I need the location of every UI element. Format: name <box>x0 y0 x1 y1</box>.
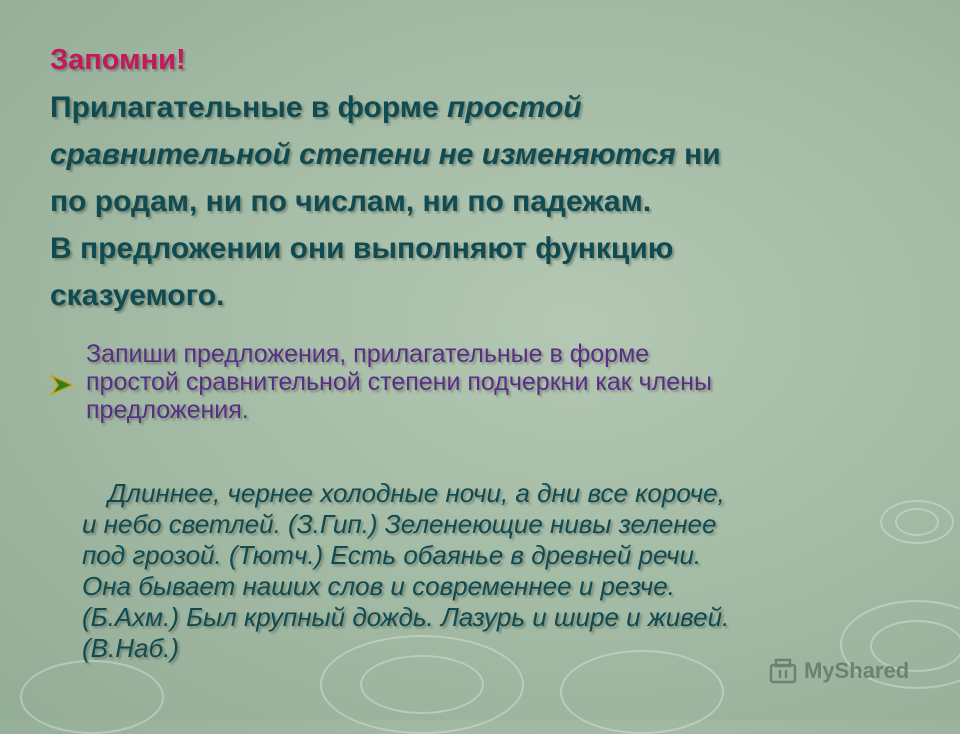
rule-line: сравнительной степени не изменяются ни <box>50 138 721 171</box>
watermark-text: MyShared <box>804 658 910 683</box>
rule-line: по родам, ни по числам, ни по падежам. <box>50 185 652 218</box>
myshared-logo-icon <box>768 656 798 686</box>
rule-paragraph <box>50 84 910 319</box>
task-line: простой сравнительной степени подчеркни как члены <box>86 368 712 396</box>
rule-line: сказуемого. <box>50 279 225 312</box>
task-line: предложения. <box>86 396 249 424</box>
task-block <box>50 340 910 424</box>
example-line: Длиннее, чернее холодные ночи, а дни все короче, <box>108 478 725 508</box>
rule-line: В предложении они выполняют функцию <box>50 232 674 265</box>
ripple-decoration <box>20 660 164 734</box>
example-line: под грозой. (Тютч.) Есть обаянье в древней речи. <box>82 540 702 570</box>
example-text <box>82 478 882 664</box>
watermark <box>768 656 909 686</box>
ripple-decoration <box>895 508 939 536</box>
example-line: и небо светлей. (З.Гип.) Зеленеющие нивы зеленее <box>82 509 717 539</box>
example-line: (В.Наб.) <box>82 633 179 663</box>
example-line: (Б.Ахм.) Был крупный дождь. Лазурь и шире и живей. <box>82 602 730 632</box>
arrow-bullet-icon <box>50 346 74 424</box>
task-text <box>86 340 712 424</box>
example-line: Она бывает наших слов и современнее и резче. <box>82 571 675 601</box>
rule-line: Прилагательные в форме простой <box>50 91 582 124</box>
slide-title: Запомни! <box>50 44 186 76</box>
task-line: Запиши предложения, прилагательные в форме <box>86 340 650 368</box>
